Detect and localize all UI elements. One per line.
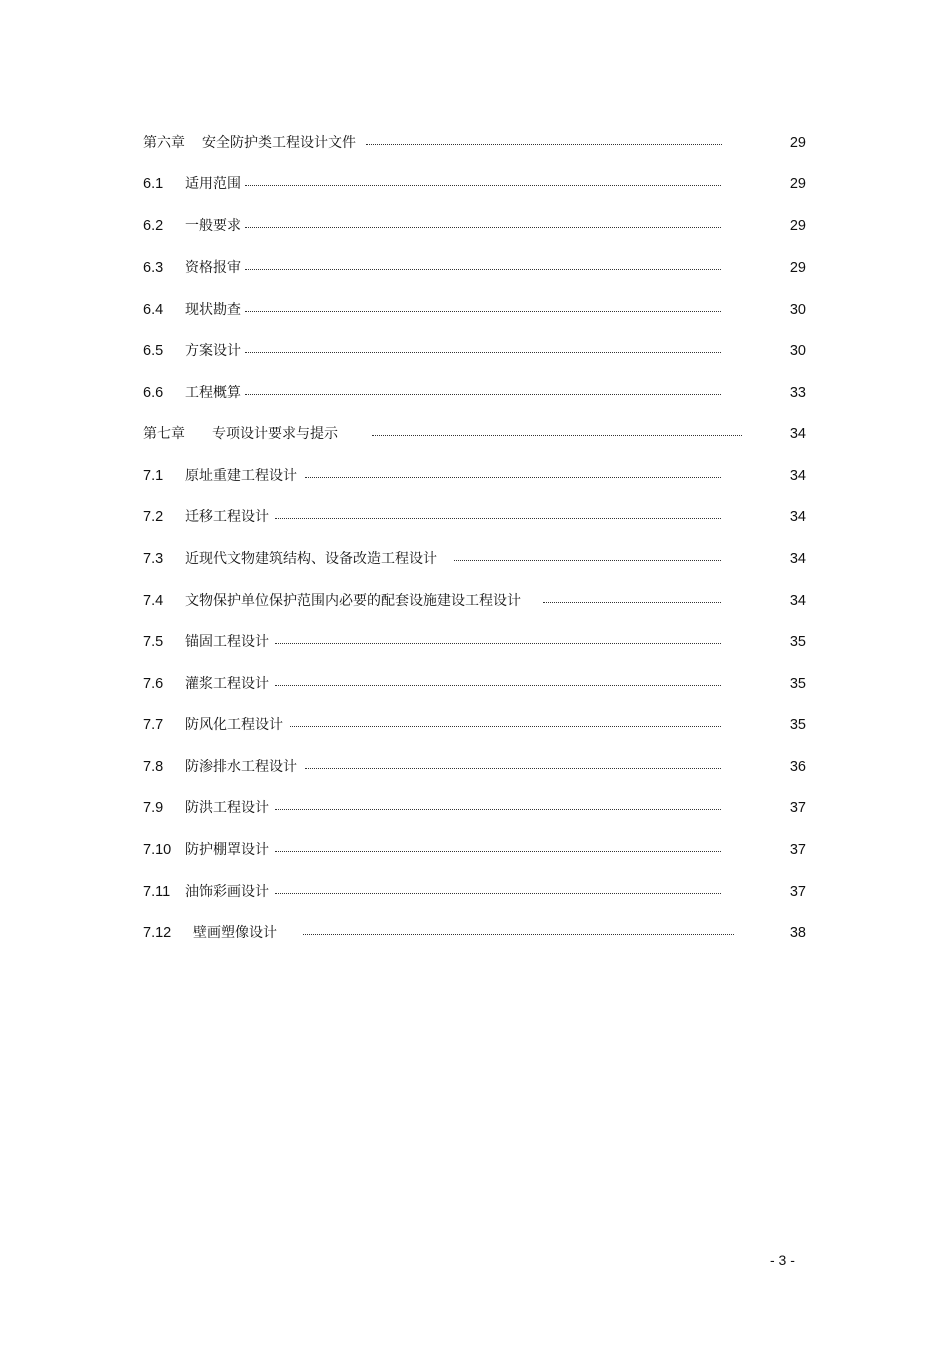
toc-entry[interactable] <box>0 713 950 737</box>
toc-entry[interactable] <box>0 381 950 405</box>
toc-entry-page: 37 <box>789 884 806 900</box>
toc-entry-page: 35 <box>789 634 806 650</box>
toc-entry-title: 工程概算 <box>185 385 241 401</box>
toc-entry-page: 35 <box>789 676 806 692</box>
toc-entry[interactable] <box>0 505 950 529</box>
toc-entry-number: 7.7 <box>143 717 164 733</box>
toc-entry-number: 第七章 <box>143 426 185 442</box>
toc-entry-page: 37 <box>789 842 806 858</box>
toc-entry-number: 6.3 <box>143 260 164 276</box>
toc-entry-title: 防风化工程设计 <box>185 717 283 733</box>
toc-leader-dots <box>245 214 721 238</box>
toc-entry-page: 35 <box>789 717 806 733</box>
toc-entry-number: 6.1 <box>143 176 164 192</box>
toc-entry-page: 33 <box>789 385 806 401</box>
toc-entry-number: 7.4 <box>143 593 164 609</box>
toc-entry-title: 油饰彩画设计 <box>185 884 269 900</box>
toc-entry-number: 7.2 <box>143 509 164 525</box>
toc-entry-title: 安全防护类工程设计文件 <box>202 135 356 151</box>
toc-leader-dots <box>275 505 721 529</box>
toc-entry-title: 资格报审 <box>185 260 241 276</box>
toc-entry-number: 7.10 <box>143 842 172 858</box>
toc-entry[interactable] <box>0 921 950 945</box>
toc-entry-title: 迁移工程设计 <box>185 509 269 525</box>
toc-entry[interactable] <box>0 339 950 363</box>
toc-entry-page: 34 <box>789 426 806 442</box>
toc-entry-title: 方案设计 <box>185 343 241 359</box>
toc-entry-number: 6.2 <box>143 218 164 234</box>
toc-entry-page: 38 <box>789 925 806 941</box>
toc-entry-title: 文物保护单位保护范围内必要的配套设施建设工程设计 <box>185 593 521 609</box>
page-number-footer: - 3 - <box>770 1252 795 1268</box>
toc-entry-title: 一般要求 <box>185 218 241 234</box>
toc-leader-dots <box>303 921 734 945</box>
toc-entry[interactable] <box>0 755 950 779</box>
toc-entry-number: 6.5 <box>143 343 164 359</box>
toc-entry-page: 36 <box>789 759 806 775</box>
toc-entry[interactable] <box>0 256 950 280</box>
toc-entry-title: 现状勘查 <box>185 302 241 318</box>
toc-entry-page: 29 <box>789 135 806 151</box>
toc-entry[interactable] <box>0 880 950 904</box>
toc-entry-page: 29 <box>789 218 806 234</box>
toc-entry-title: 防洪工程设计 <box>185 800 269 816</box>
toc-entry-title: 原址重建工程设计 <box>185 468 297 484</box>
toc-entry-page: 29 <box>789 260 806 276</box>
toc-entry-title: 锚固工程设计 <box>185 634 269 650</box>
toc-entry[interactable] <box>0 672 950 696</box>
toc-entry[interactable] <box>0 214 950 238</box>
toc-entry[interactable] <box>0 589 950 613</box>
toc-entry-number: 7.8 <box>143 759 164 775</box>
toc-entry-title: 适用范围 <box>185 176 241 192</box>
toc-leader-dots <box>305 755 721 779</box>
toc-leader-dots <box>245 381 721 405</box>
toc-leader-dots <box>245 298 721 322</box>
toc-entry-number: 7.5 <box>143 634 164 650</box>
toc-entry-page: 34 <box>789 509 806 525</box>
toc-entry[interactable] <box>0 838 950 862</box>
toc-leader-dots <box>245 172 721 196</box>
toc-leader-dots <box>290 713 721 737</box>
toc-entry-number: 7.11 <box>143 884 171 900</box>
toc-leader-dots <box>275 838 721 862</box>
toc-leader-dots <box>372 422 742 446</box>
toc-leader-dots <box>543 589 721 613</box>
toc-leader-dots <box>305 464 721 488</box>
toc-leader-dots <box>245 256 721 280</box>
toc-leader-dots <box>366 131 722 155</box>
toc-entry-title: 壁画塑像设计 <box>193 925 277 941</box>
toc-entry[interactable] <box>0 298 950 322</box>
toc-entry-title: 专项设计要求与提示 <box>212 426 338 442</box>
toc-entry-page: 30 <box>789 302 806 318</box>
toc-entry-number: 7.3 <box>143 551 164 567</box>
toc-entry[interactable] <box>0 172 950 196</box>
toc-entry[interactable] <box>0 796 950 820</box>
toc-entry-page: 34 <box>789 468 806 484</box>
toc-entry-page: 34 <box>789 551 806 567</box>
toc-entry-number: 7.6 <box>143 676 164 692</box>
toc-entry-number: 7.1 <box>143 468 164 484</box>
toc-entry-number: 7.9 <box>143 800 164 816</box>
toc-entry-page: 34 <box>789 593 806 609</box>
toc-entry-page: 30 <box>789 343 806 359</box>
toc-leader-dots <box>275 880 721 904</box>
toc-entry-number: 7.12 <box>143 925 172 941</box>
toc-entry-page: 37 <box>789 800 806 816</box>
toc-entry[interactable] <box>0 422 950 446</box>
toc-entry-page: 29 <box>789 176 806 192</box>
toc-entry-number: 6.6 <box>143 385 164 401</box>
toc-leader-dots <box>275 630 721 654</box>
toc-entry-title: 近现代文物建筑结构、设备改造工程设计 <box>185 551 437 567</box>
toc-entry-title: 防护棚罩设计 <box>185 842 269 858</box>
toc-entry[interactable] <box>0 630 950 654</box>
toc-entry-title: 防渗排水工程设计 <box>185 759 297 775</box>
toc-entry-number: 第六章 <box>143 135 185 151</box>
toc-entry-number: 6.4 <box>143 302 164 318</box>
toc-leader-dots <box>245 339 721 363</box>
toc-entry[interactable] <box>0 464 950 488</box>
toc-entry[interactable] <box>0 131 950 155</box>
toc-leader-dots <box>275 796 721 820</box>
toc-entry[interactable] <box>0 547 950 571</box>
toc-leader-dots <box>454 547 721 571</box>
toc-entry-title: 灌浆工程设计 <box>185 676 269 692</box>
toc-leader-dots <box>275 672 721 696</box>
